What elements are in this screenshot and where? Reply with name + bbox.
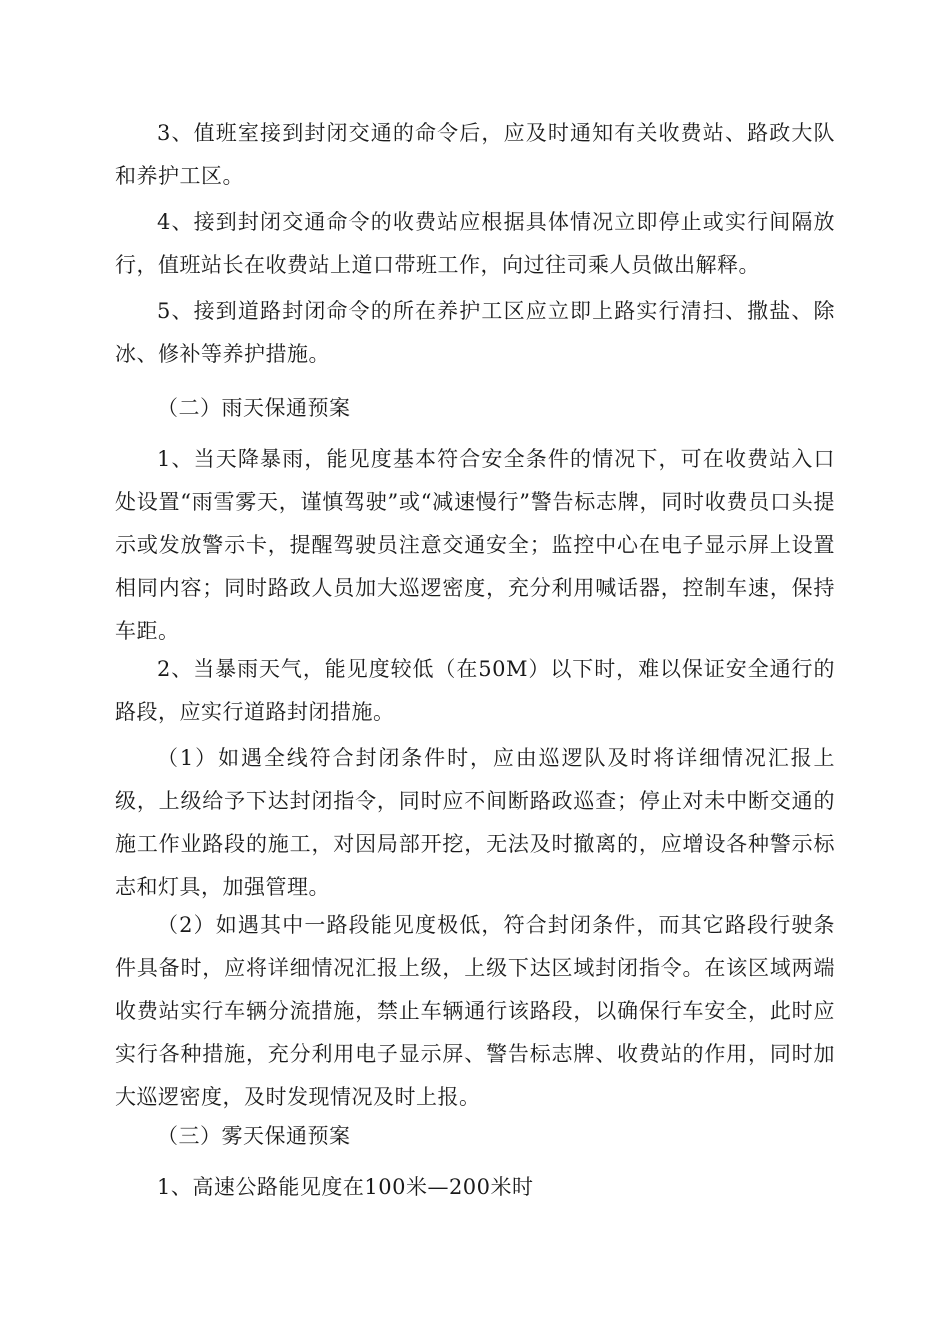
section-heading-rain: （二）雨天保通预案 xyxy=(157,396,351,420)
paragraph-fog-1: 1、高速公路能见度在100米—200米时 xyxy=(157,1175,534,1199)
paragraph-item-5: 5、接到道路封闭命令的所在养护工区应立即上路实行清扫、撒盐、除冰、修补等养护措施。 xyxy=(115,299,835,366)
paragraph-item-3: 3、值班室接到封闭交通的命令后，应及时通知有关收费站、路政大队和养护工区。 xyxy=(115,121,835,188)
paragraph-rain-2: 2、当暴雨天气，能见度较低（在50M）以下时，难以保证安全通行的路段，应实行道路封闭措施。 xyxy=(115,657,835,724)
paragraph-rain-1: 1、当天降暴雨，能见度基本符合安全条件的情况下，可在收费站入口处设置“雨雪雾天，谨慎驾驶”或“减速慢行”警告标志牌，同时收费员口头提示或发放警示卡，提醒驾驶员注意交通安全；监控中心在电子显示屏上设置相同内容；同时路政人员加大巡逻密度，充分利用喊话器，控制车速，保持车距。 xyxy=(115,447,835,643)
section-heading-fog: （三）雾天保通预案 xyxy=(157,1124,351,1148)
paragraph-rain-2-sub-1: （1）如遇全线符合封闭条件时，应由巡逻队及时将详细情况汇报上级，上级给予下达封闭指令，同时应不间断路政巡查；停止对未中断交通的施工作业路段的施工，对因局部开挖，无法及时撤离的，应增设各种警示标志和灯具，加强管理。 xyxy=(115,746,835,899)
paragraph-rain-2-sub-2: （2）如遇其中一路段能见度极低，符合封闭条件，而其它路段行驶条件具备时，应将详细情况汇报上级，上级下达区域封闭指令。在该区域两端收费站实行车辆分流措施，禁止车辆通行该路段，以确保行车安全，此时应实行各种措施，充分利用电子显示屏、警告标志牌、收费站的作用，同时加大巡逻密度，及时发现情况及时上报。 xyxy=(115,913,835,1109)
paragraph-item-4: 4、接到封闭交通命令的收费站应根据具体情况立即停止或实行间隔放行，值班站长在收费站上道口带班工作，向过往司乘人员做出解释。 xyxy=(115,210,835,277)
